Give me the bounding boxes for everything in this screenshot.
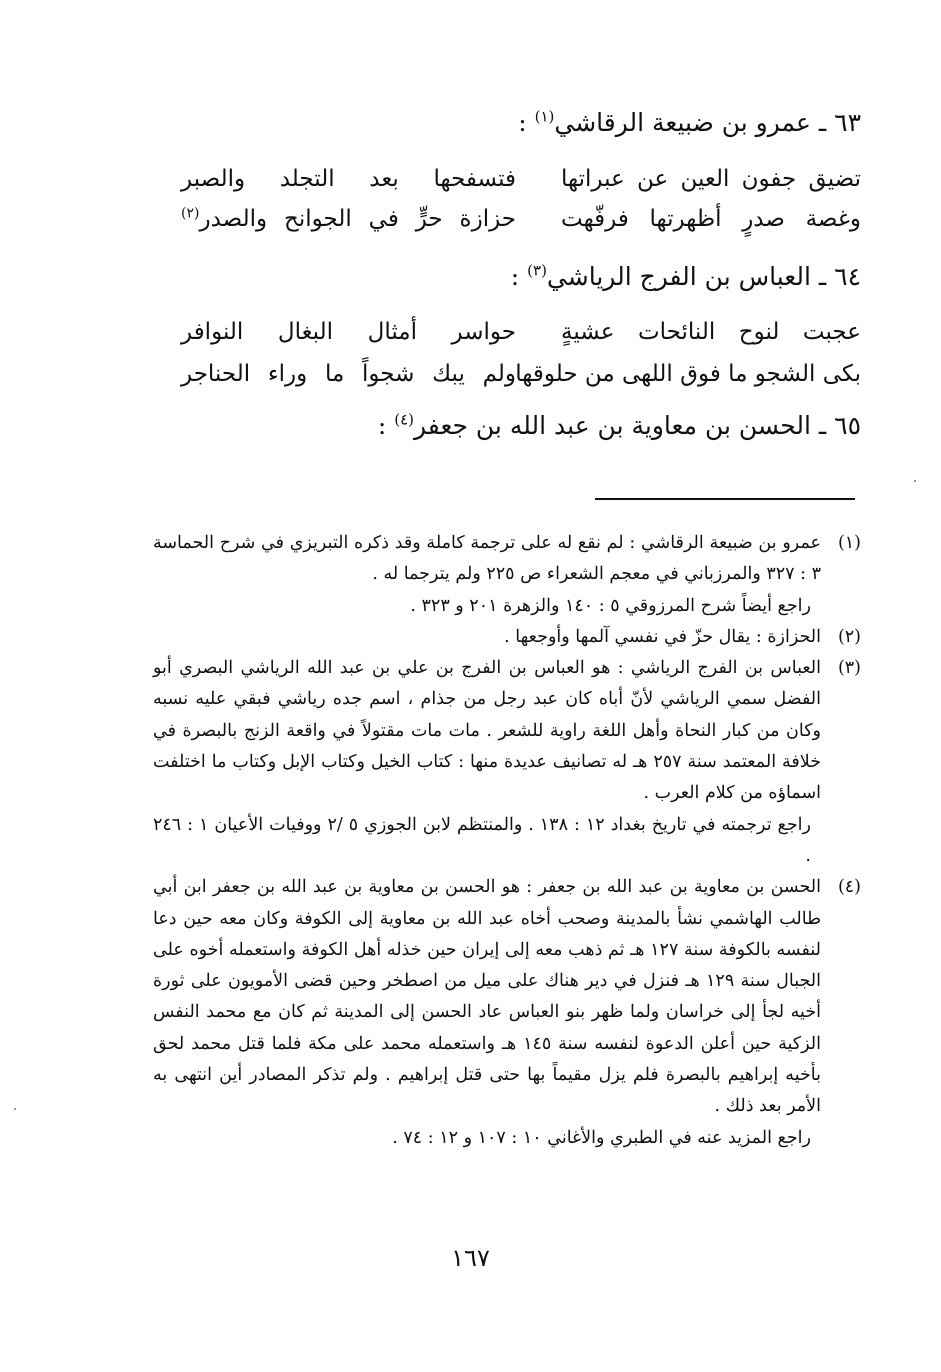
footnote-reference: راجع أيضاً شرح المرزوقي ٥ : ١٤٠ والزهرة ٢٠١ و ٣٢٣ . [410, 595, 811, 616]
footnote-text: الحسن بن معاوية بن عبد الله بن جعفر : هو الحسن بن معاوية بن عبد الله بن جعفر ابن أبي طالب الهاشمي نشأ بالمدينة وصحب أخاه عبد الله بن معاوية إلى الكوفة وكان معه حين دعا لنفسه بالكوفة سنة ١٢٧ هـ ثم ذهب معه إلى إيران حين خذله أهل الكوفة واستعمله أخوه على الجبال سنة ١٢٩ هـ فنزل في دير هناك على ميل من اصطخر وحين قضى الأمويون على ثورة أخيه لجأ إلى خراسان ولما ظهر بنو العباس عاد الحسن إلى المدينة ثم كان مع محمد النفس الزكية حين أعلن الدعوة لنفسه سنة ١٤٥ هـ واستعمله محمد على مكة فلما قتل محمد لحق بأخيه إبراهيم بالبصرة فلم يزل مقيماً بها حتى قتل إبراهيم . ولم تذكر المصادر أين انتهى به الأمر بعد ذلك . [153, 877, 821, 1117]
footnote-reference: راجع المزيد عنه في الطبري والأغاني ١٠ : ١٠٧ و ١٢ : ٧٤ . [392, 1127, 811, 1148]
footnote-2 [153, 622, 861, 653]
heading-colon: : [510, 262, 528, 291]
hemistich-text: حزازة حرٍّ في الجوانح والصدر [199, 206, 516, 232]
page-number: ١٦٧ [451, 1244, 490, 1272]
verse-line-2 [181, 202, 861, 236]
entry-heading-64 [511, 260, 861, 294]
first-hemistich: تضيق جفون العين عن عبراتها [561, 166, 861, 192]
verse-line-4 [181, 357, 861, 391]
footnote-text: العباس بن الفرج الرياشي : هو العباس بن الفرج بن علي بن عبد الله الرياشي البصري أبو الفضل سمي الرياشي لأنّ أباه كان عبد رجل من جذام ، اسم جده رياشي فبقي عليه نسبه وكان من كبار النحاة وأهل اللغة راوية للشعر . مات مات مقتولاً في واقعة الزنج بالبصرة في خلافة المعتمد سنة ٢٥٧ هـ له تصانيف عديدة منها : كتاب الخيل وكتاب الإبل وكتاب ما اختلفت اسماؤه من كلام العرب . [153, 658, 822, 804]
footnote-marker: (٤) [394, 410, 414, 429]
second-hemistich: حواسر أمثال البغال النوافر [181, 319, 516, 345]
first-hemistich: وغصة صدرٍ أظهرتها فرفّهت [561, 206, 861, 232]
footnote-marker: (٢) [181, 205, 200, 222]
entry-heading-63 [518, 106, 861, 140]
entry-title: ٦٤ ـ العباس بن الفرج الرياشي [546, 262, 861, 291]
verse-line-3 [181, 315, 861, 349]
footnote-marker: (١) [534, 107, 555, 126]
scan-speck [914, 480, 916, 482]
entry-heading-65 [378, 409, 861, 443]
verse-line-1 [181, 162, 861, 196]
footnote-separator [595, 498, 855, 500]
footnote-1 [153, 528, 861, 622]
second-hemistich [181, 202, 516, 236]
heading-colon: : [377, 411, 395, 440]
second-hemistich: فتسفحها بعد التجلد والصبر [181, 166, 516, 192]
footnote-number: (١) [837, 533, 861, 553]
entry-title: ٦٥ ـ الحسن بن معاوية بن عبد الله بن جعفر [414, 411, 861, 440]
footnote-number: (٤) [837, 877, 861, 898]
first-hemistich: بكى الشجو ما فوق اللهى من حلوقها [515, 361, 861, 387]
footnote-text: الحزازة : يقال حزّ في نفسي آلمها وأوجعها . [504, 626, 821, 647]
footnote-number: (٢) [837, 626, 861, 647]
footnote-reference: راجع ترجمته في تاريخ بغداد ١٢ : ١٣٨ . والمنتظم لابن الجوزي ٥ /٢ ووفيات الأعيان ١ : ٢٤٦ . [153, 814, 811, 866]
entry-title: ٦٣ ـ عمرو بن ضبيعة الرقاشي [554, 108, 861, 137]
scan-speck [14, 1108, 16, 1110]
footnote-4 [153, 872, 861, 1154]
footnote-text: عمرو بن ضبيعة الرقاشي : لم نقع له على ترجمة كاملة وقد ذكره التبريزي في شرح الحماسة ٣ : ٣٢٧ والمرزباني في معجم الشعراء ص ٢٢٥ ولم يترجما له . [153, 533, 821, 585]
first-hemistich: عجبت لنوح النائحات عشيةٍ [561, 319, 861, 345]
footnote-marker: (٣) [527, 261, 547, 280]
footnote-number: (٣) [837, 658, 861, 679]
second-hemistich: ولم يبك شجواً ما وراء الحناجر [181, 361, 516, 387]
heading-colon: : [518, 108, 535, 137]
footnote-3 [153, 653, 861, 872]
footnotes [153, 528, 861, 1154]
